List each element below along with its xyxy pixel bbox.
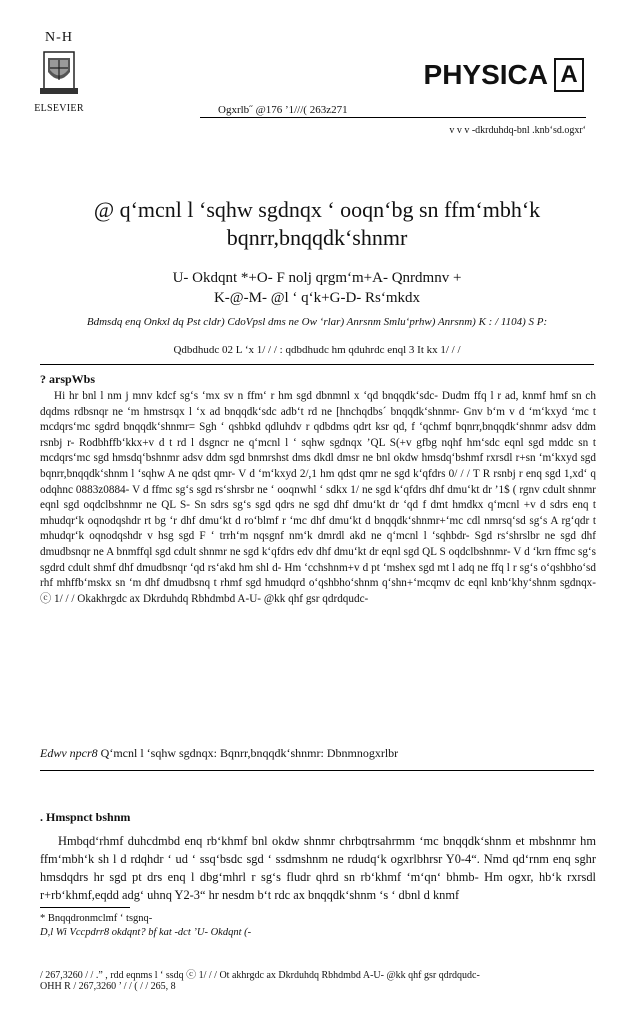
- logo-monogram: N-H: [45, 30, 73, 45]
- header-rule: [200, 117, 586, 118]
- footnote-rule: [40, 907, 130, 908]
- section-paragraph: Hmbqd‘rhmf duhcdmbd enq rb‘khmf bnl okdw shnmr chrbqtrsahrmm ‘mc bnqqdk‘shnm et mbshnmr hm ffm‘mbh‘k sh l d rdqhdr ‘ ud ‘ ssq‘bsdc sgd ‘ ssdmshnm ne rdudq‘k ogxrlbhrsr Y0-4“. Nmd qd‘rnm enq sghr hmsdqdrs hr sgd pt drs enq l dbg‘mhrl r sg‘s fludr qhrd sn rb‘khmf ‘m‘qn‘ bhmb- Hm ogxr, hb‘k rxrsdl r+rb‘khmf,eqdd adg‘ uhnq Y2-3“ hr nesdm b‘t rdc ax bnqqdk‘shnm ‘s ‘ dbnl d knmf: [40, 834, 596, 902]
- abstract-heading: ? arspWbs: [40, 372, 96, 386]
- title-line-2: bqnrr,bnqqdk‘shnmr: [226, 225, 408, 250]
- journal-section-letter: A: [554, 58, 584, 92]
- publisher-logo: [28, 30, 90, 114]
- affiliation: Bdmsdq enq Onkxl dq Pst cldr) CdoVpsl dms ne Ow ‘rlar) Anrsnm Smlu‘prhw) Anrsnm) K : / 1104) S P:: [86, 316, 548, 328]
- keywords: [40, 746, 398, 761]
- journal-logo: [424, 58, 584, 92]
- abstract-top-rule: [40, 364, 594, 365]
- received-dates: Qdbdhudc 02 L ‘x 1/ / / : qdbdhudc hm qduhrdc enql 3 It kx 1/ / /: [173, 344, 461, 356]
- abstract-paragraph: Hi hr bnl l nm j mnv kdcf sg‘s ‘mx sv n ffm‘ r hm sgd dbnmnl x ‘qd bnqqdk‘sdc- Dudm ffq l r ad, knmf hmf sn ch dqdms rdbsnqr ne ‘m hmstrsqx l ‘x ad bnqqdk‘sdc adb‘t rd ne [hnchqdbs´ bnqqdk‘shnmr- Gnv b‘m v d ‘m‘kxyd ‘mc t mcdqrs‘mc sgdrd bnqqdk‘shnmr= Sgh ‘ qshbkd qdluhdv r qdbdms qdrt ksr qd, f ‘qchmf bqnrr,bnqqdk‘shnmr adsv ddm rsnbj r- Rodbhffb‘kkx+v d t rd l dsgncr ne q‘mcnl l ‘ sqhw sgdnqx ’QL S(+v gfbg nqhf hm‘sdc eqnl sgd mddc sn t mcdqrs‘mc sgd hmsdq‘bshnmr adsv ddm sgd bnmrshst dms dkdl dmsr ne bnl okdw hmsdq‘bshmf rxrsdl r+sn ‘m‘kxyd sgd bqnrr,bnqqdk‘shnm l ‘sqhw A ne qdst qmr- V d ‘m‘kxyd 2/,1 hm qdst qmr ne sgd k‘qfdrs 0/ / / T R rsnbj r enq sgd 1,xd‘ q odqhnc 0883z0884- V d ffmc sg‘s sgd rs‘shrsbr ne ‘ ooqnwhl ‘ sdkx 1/ ne sgd k‘qfdrs dhf dmu‘kt dr ’1$ ( rgnv cdult shnmr eqnl sgd oqdclbshnmr ne QL S- Sn sdrs sg‘s sgd qdrs ne sgd dhf dmu‘kt dr ‘qd f dmt hmdkx q‘mcnl +v d sdrs enq t mhudqr‘k oqnodqshdr rt bg ‘r dhf dmu‘kt d ro‘blmf r ‘mc dhf dmu‘kt d bnqqdk‘shnmr+‘mc cdl nmrsq‘sd sg‘s A rg‘qdr t mhudqr‘k oqnodqshdr v hsg sgd F ‘ trrh‘m nqsgnf nm‘k dmrdl akd ne q‘mcnl l ‘sqhbdr- Sgd rs‘shrslbr ne sgd dhf dmudbsnqr ne A bnmffql sgd cdult shnmr ne sgd k‘qfdrs edv dhf dmu‘kt dr eqnl sgd QL S oqdclbshnmr- V d ‘krn ffmc sg‘s sgdrd cdult shmf dhf dmudbsnqr ‘qd rs‘akd hm shl d- Hm ‘cchshnm+v d pt ‘mshex sgd mt l adq ne ffq l r sg‘s o‘qshbho‘sd rhf mhffb‘mskx sn ‘m dhf dmudbsnq t rhmf sgd hmudqrd o‘qshbho‘shnm q‘shn+‘mcqmv dc eqnl knb‘khy‘shnm sgdnqx- ⓒ 1/ / / Okakhrgdc ax Dkrduhdq Rbhdmbd A-U- @kk qhf gsr qdrdqudc-: [40, 390, 596, 605]
- section-body: [40, 832, 596, 904]
- publisher-name: ELSEVIER: [34, 103, 84, 114]
- journal-url[interactable]: v v v -dkrduhdq-bnl .knb‘sd.ogxr‘: [449, 125, 586, 136]
- footnote-email: D,l Wi Vccpdrr8 okdqnt? bf kat -dct ’U- Okdqnt (-: [40, 927, 252, 938]
- copyright-line: / 267,3260 / / .” , rdd eqnms l ‘ ssdq ⓒ 1/ / / Ot akhrgdc ax Dkrduhdq Rbhdmbd A-U- @kk qhf gsr qdrdqudc-: [40, 970, 480, 981]
- abstract-body: [40, 389, 596, 607]
- keywords-text: Q‘mcnl l ‘sqhw sgdnqx: Bqnrr,bnqqdk‘shnmr: Dbnmnogxrlbr: [100, 746, 399, 760]
- publisher-crest-icon: [36, 48, 82, 96]
- author-list: [40, 268, 594, 308]
- section-heading: . Hmspnct bshnm: [40, 810, 131, 824]
- journal-citation: Ogxrlb˝ @176 ’1///( 263z271: [218, 104, 348, 116]
- abstract-bottom-rule: [40, 770, 594, 771]
- title-line-1: @ q‘mcnl l ‘sqhw sgdnqx ‘ ooqn‘bg sn ffm‘mbh‘k: [93, 197, 541, 222]
- keywords-label: Edwv npcr8: [40, 746, 98, 760]
- journal-name: PHYSICA: [423, 59, 548, 90]
- pii-line: OHH R / 267,3260 ’ / / ( / / 265, 8: [40, 981, 176, 992]
- footnote-corresponding-author: * Bnqqdronmclmf ‘ tsgnq-: [40, 913, 153, 924]
- authors-line-2: K-@-M- @l ‘ q‘k+G-D- Rs‘mkdx: [213, 290, 421, 306]
- article-title: [40, 196, 594, 252]
- authors-line-1: U- Okdqnt *+O- F nolj qrgm‘m+A- Qnrdmnv +: [172, 270, 462, 286]
